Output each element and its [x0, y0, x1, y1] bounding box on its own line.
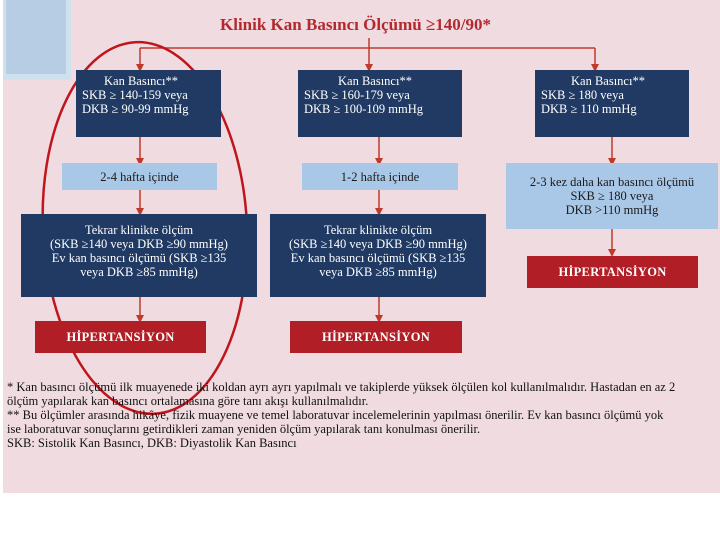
- criteria-3-line-3: DKB ≥ 110 mmHg: [541, 102, 637, 116]
- page-title: Klinik Kan Basıncı Ölçümü ≥140/90*: [220, 15, 491, 34]
- interval-box-2: 1-2 hafta içinde: [302, 163, 458, 190]
- interval-3-line-3: DKB >110 mmHg: [565, 203, 659, 217]
- result-box-1: HİPERTANSİYON: [35, 321, 206, 353]
- recheck-1-line-4: veya DKB ≥85 mmHg): [80, 265, 198, 279]
- recheck-box-2: [270, 214, 486, 297]
- interval-box-1: 2-4 hafta içinde: [62, 163, 217, 190]
- result-box-3: HİPERTANSİYON: [527, 256, 698, 288]
- recheck-box-1: [21, 214, 257, 297]
- criteria-box-2: [298, 70, 462, 137]
- footnote-line: ** Bu ölçümler arasında hikâye, fizik muayene ve temel laboratuvar incelemelerinin yapılması önerilir. Ev kan basıncı ölçümü yok: [7, 408, 664, 422]
- interval-3-line-2: SKB ≥ 180 veya: [570, 189, 654, 203]
- recheck-1-line-1: Tekrar klinikte ölçüm: [84, 223, 194, 237]
- recheck-2-line-1: Tekrar klinikte ölçüm: [323, 223, 433, 237]
- interval-box-3: [506, 163, 718, 229]
- result-box-2: HİPERTANSİYON: [290, 321, 462, 353]
- recheck-1-line-2: (SKB ≥140 veya DKB ≥90 mmHg): [50, 237, 228, 251]
- recheck-1-line-3: Ev kan basıncı ölçümü (SKB ≥135: [51, 251, 227, 265]
- recheck-2-line-3: Ev kan basıncı ölçümü (SKB ≥135: [290, 251, 466, 265]
- criteria-box-3: [535, 70, 689, 137]
- interval-3-line-1: 2-3 kez daha kan basıncı ölçümü: [529, 175, 695, 189]
- recheck-2-line-2: (SKB ≥140 veya DKB ≥90 mmHg): [289, 237, 467, 251]
- criteria-3-line-1: Kan Basıncı**: [571, 74, 645, 88]
- criteria-1-line-2: SKB ≥ 140-159 veya: [82, 88, 188, 102]
- criteria-1-line-1: Kan Basıncı**: [104, 74, 178, 88]
- criteria-2-line-1: Kan Basıncı**: [338, 74, 412, 88]
- footnote-line: * Kan basıncı ölçümü ilk muayenede iki koldan ayrı ayrı yapılmalı ve takiplerde yüksek ölçülen kol kullanılmalıdır. Hastadan en az 2: [7, 380, 676, 394]
- footnote-line: ise laboratuvar sonuçlarını getirdikleri zaman yeniden ölçüm yapılarak tanı konulması önerilir.: [7, 422, 481, 436]
- criteria-1-line-3: DKB ≥ 90-99 mmHg: [82, 102, 189, 116]
- criteria-2-line-2: SKB ≥ 160-179 veya: [304, 88, 410, 102]
- criteria-3-line-2: SKB ≥ 180 veya: [541, 88, 624, 102]
- recheck-2-line-4: veya DKB ≥85 mmHg): [319, 265, 437, 279]
- footnotes: [7, 380, 719, 450]
- footnote-line: ölçüm yapılarak kan basıncı ortalamasına göre tanı akışı kullanılmalıdır.: [7, 394, 369, 408]
- criteria-box-1: [76, 70, 221, 137]
- criteria-2-line-3: DKB ≥ 100-109 mmHg: [304, 102, 424, 116]
- footnote-line: SKB: Sistolik Kan Basıncı, DKB: Diyastolik Kan Basıncı: [7, 436, 297, 450]
